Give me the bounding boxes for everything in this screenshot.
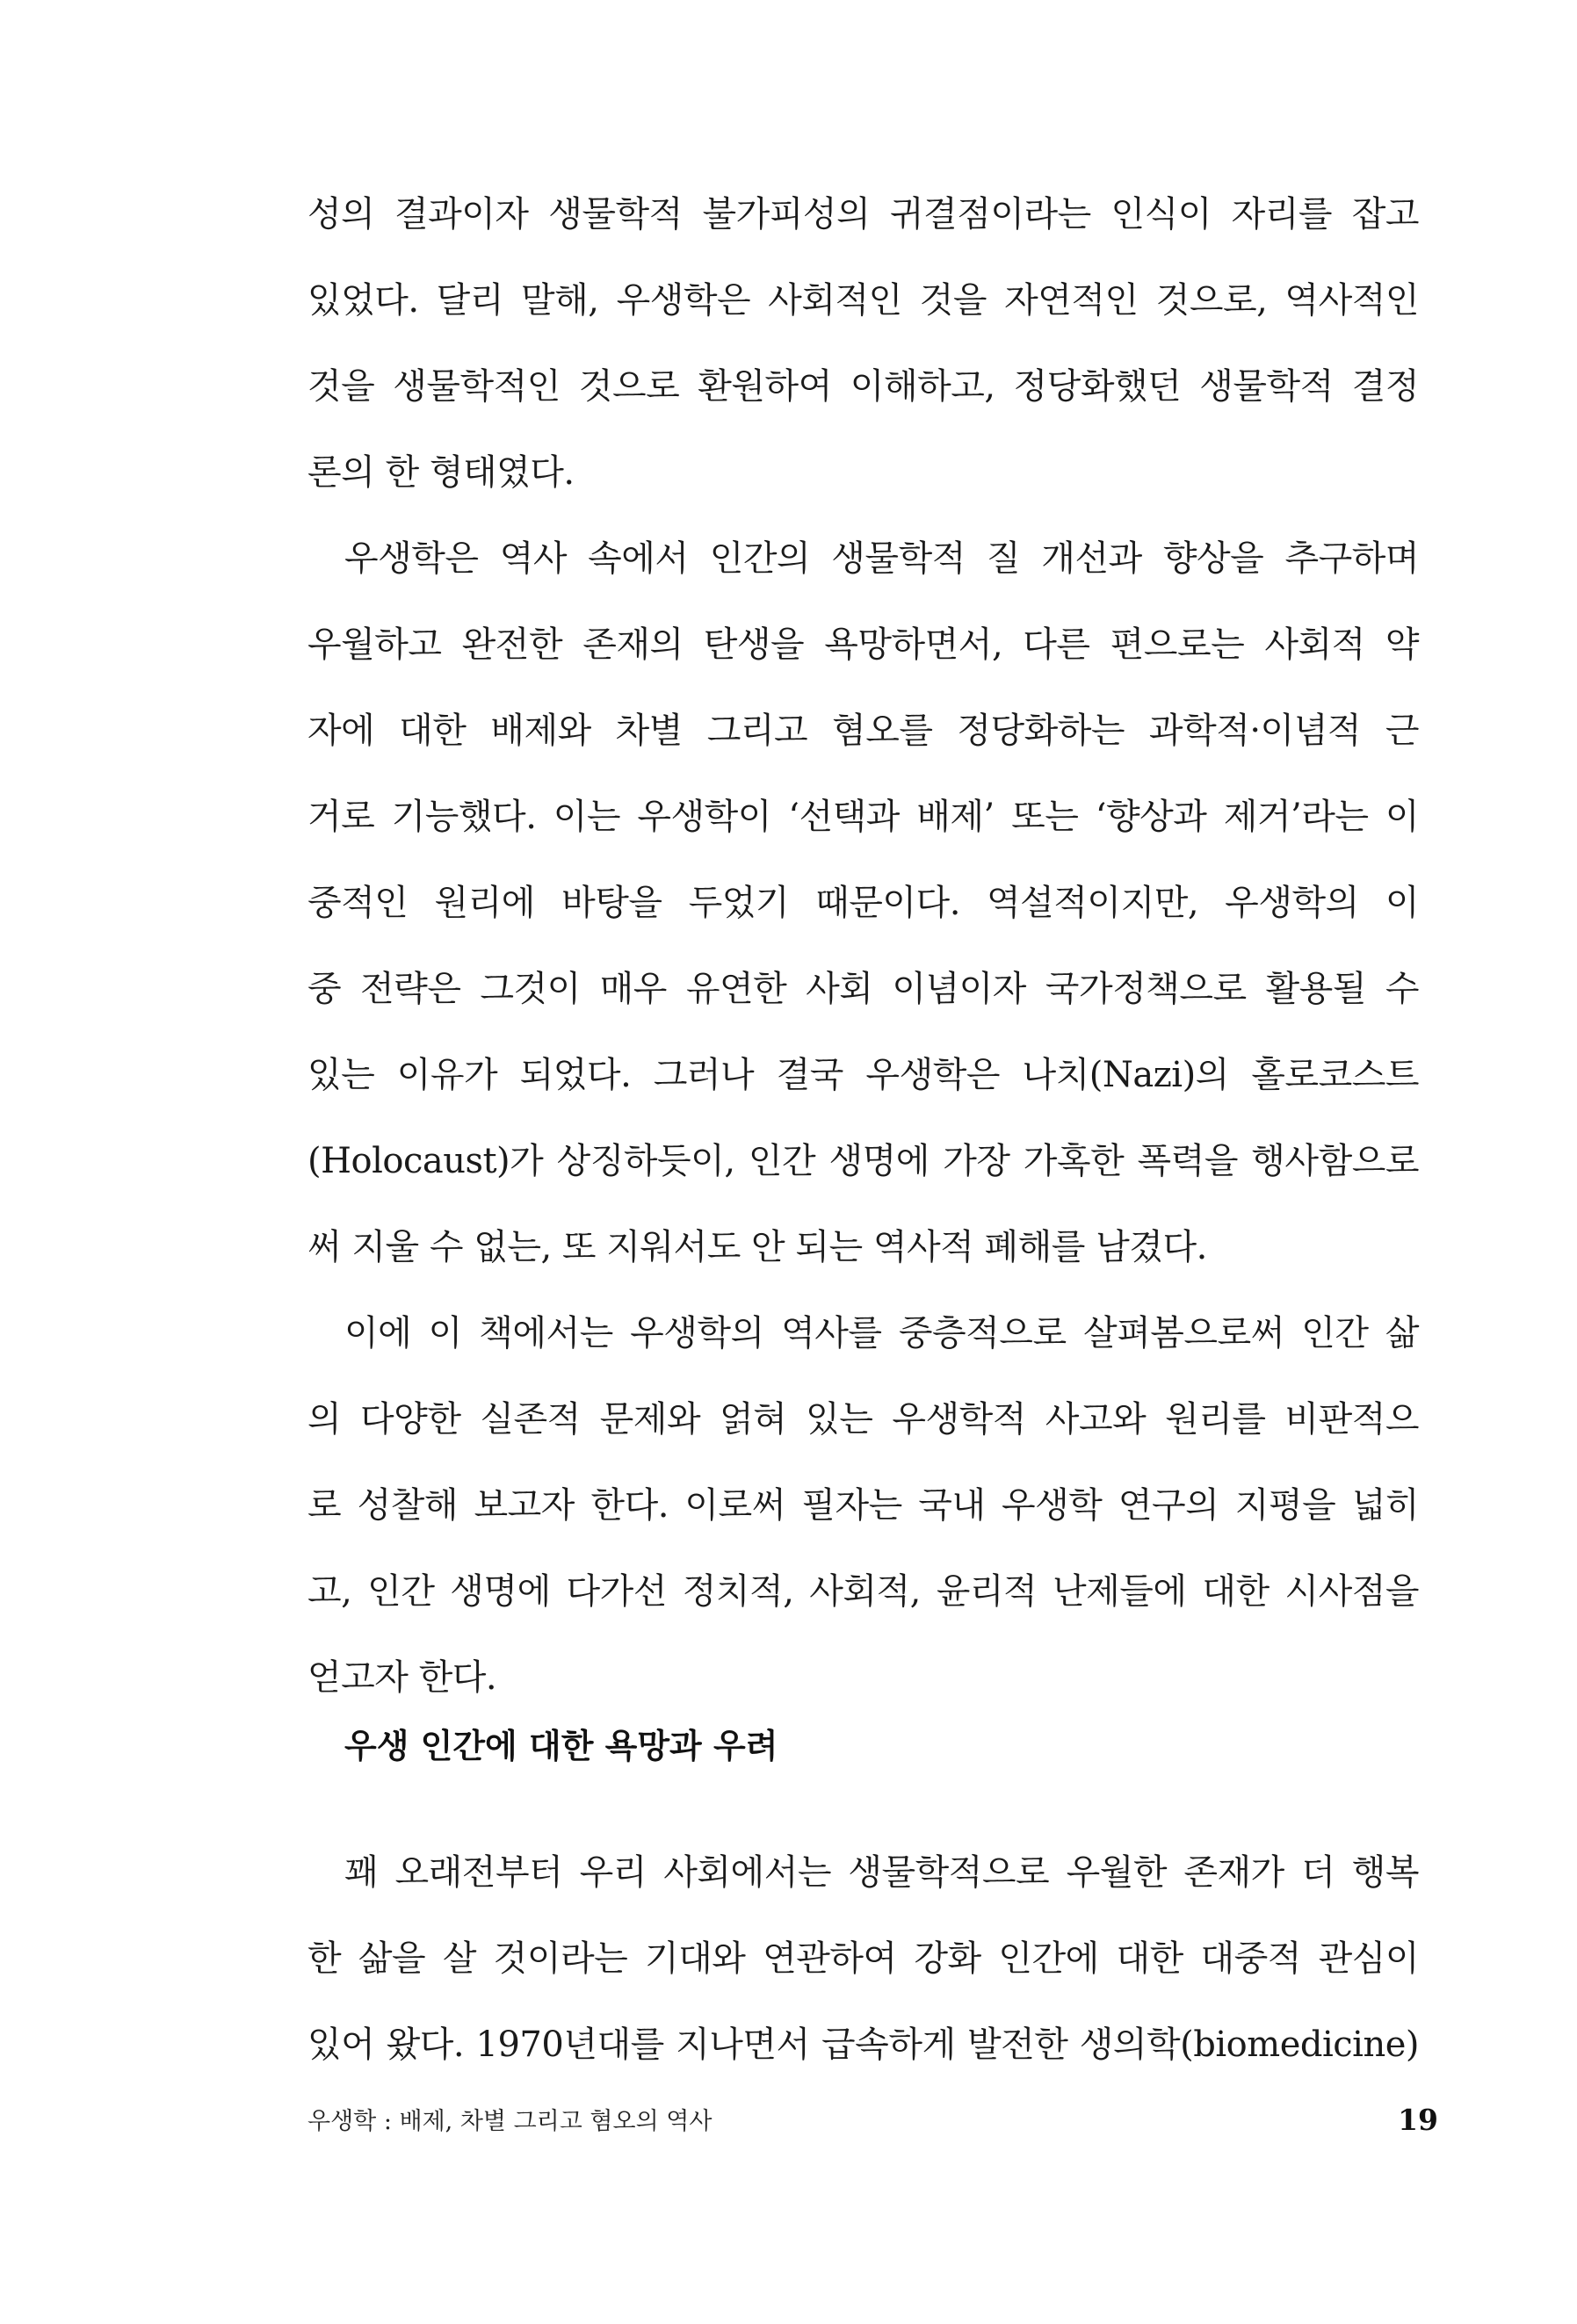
paragraph-line: 이에 이 책에서는 우생학의 역사를 중층적으로 살펴봄으로써 인간 삶 <box>344 1313 1419 1353</box>
paragraph-line: 우생학은 역사 속에서 인간의 생물학적 질 개선과 향상을 추구하며 <box>344 538 1419 579</box>
paragraph-line: 성의 결과이자 생물학적 불가피성의 귀결점이라는 인식이 자리를 잡고 <box>307 194 1419 235</box>
paragraph-line: 것을 생물학적인 것으로 환원하여 이해하고, 정당화했던 생물학적 결정 <box>307 366 1419 407</box>
paragraph-line: 꽤 오래전부터 우리 사회에서는 생물학적으로 우월한 존재가 더 행복 <box>344 1852 1419 1893</box>
paragraph-line: 있었다. 달리 말해, 우생학은 사회적인 것을 자연적인 것으로, 역사적인 <box>307 280 1419 321</box>
paragraph-line: 써 지울 수 없는, 또 지워서도 안 되는 역사적 폐해를 남겼다. <box>307 1227 1207 1267</box>
paragraph-line: 론의 한 형태였다. <box>307 452 575 493</box>
paragraph-line: 중 전략은 그것이 매우 유연한 사회 이념이자 국가정책으로 활용될 수 <box>307 969 1419 1009</box>
paragraph-line: 로 성찰해 보고자 한다. 이로써 필자는 국내 우생학 연구의 지평을 넓히 <box>307 1485 1419 1526</box>
paragraph-line: 중적인 원리에 바탕을 두었기 때문이다. 역설적이지만, 우생학의 이 <box>307 883 1419 923</box>
paragraph-line: (Holocaust)가 상징하듯이, 인간 생명에 가장 가혹한 폭력을 행사함으로 <box>307 1141 1419 1181</box>
paragraph-line: 자에 대한 배제와 차별 그리고 혐오를 정당화하는 과학적·이념적 근 <box>307 711 1419 751</box>
paragraph-line: 고, 인간 생명에 다가선 정치적, 사회적, 윤리적 난제들에 대한 시사점을 <box>307 1571 1419 1612</box>
paragraph-line: 우월하고 완전한 존재의 탄생을 욕망하면서, 다른 편으로는 사회적 약 <box>307 624 1419 665</box>
page-number: 19 <box>1398 2103 1438 2137</box>
section-heading: 우생 인간에 대한 욕망과 우려 <box>344 1727 778 1765</box>
paragraph-line: 얻고자 한다. <box>307 1657 497 1698</box>
paragraph-line: 한 삶을 살 것이라는 기대와 연관하여 강화 인간에 대한 대중적 관심이 <box>307 1938 1419 1979</box>
paragraph-line: 의 다양한 실존적 문제와 얽혀 있는 우생학적 사고와 원리를 비판적으 <box>307 1399 1419 1440</box>
paragraph-line: 거로 기능했다. 이는 우생학이 ‘선택과 배제’ 또는 ‘향상과 제거’라는 이 <box>307 797 1419 837</box>
running-footer-title: 우생학 : 배제, 차별 그리고 혐오의 역사 <box>307 2108 713 2135</box>
paragraph-line: 있어 왔다. 1970년대를 지나면서 급속하게 발전한 생의학(biomedicine) <box>307 2024 1419 2065</box>
paragraph-line: 있는 이유가 되었다. 그러나 결국 우생학은 나치(Nazi)의 홀로코스트 <box>307 1055 1419 1095</box>
